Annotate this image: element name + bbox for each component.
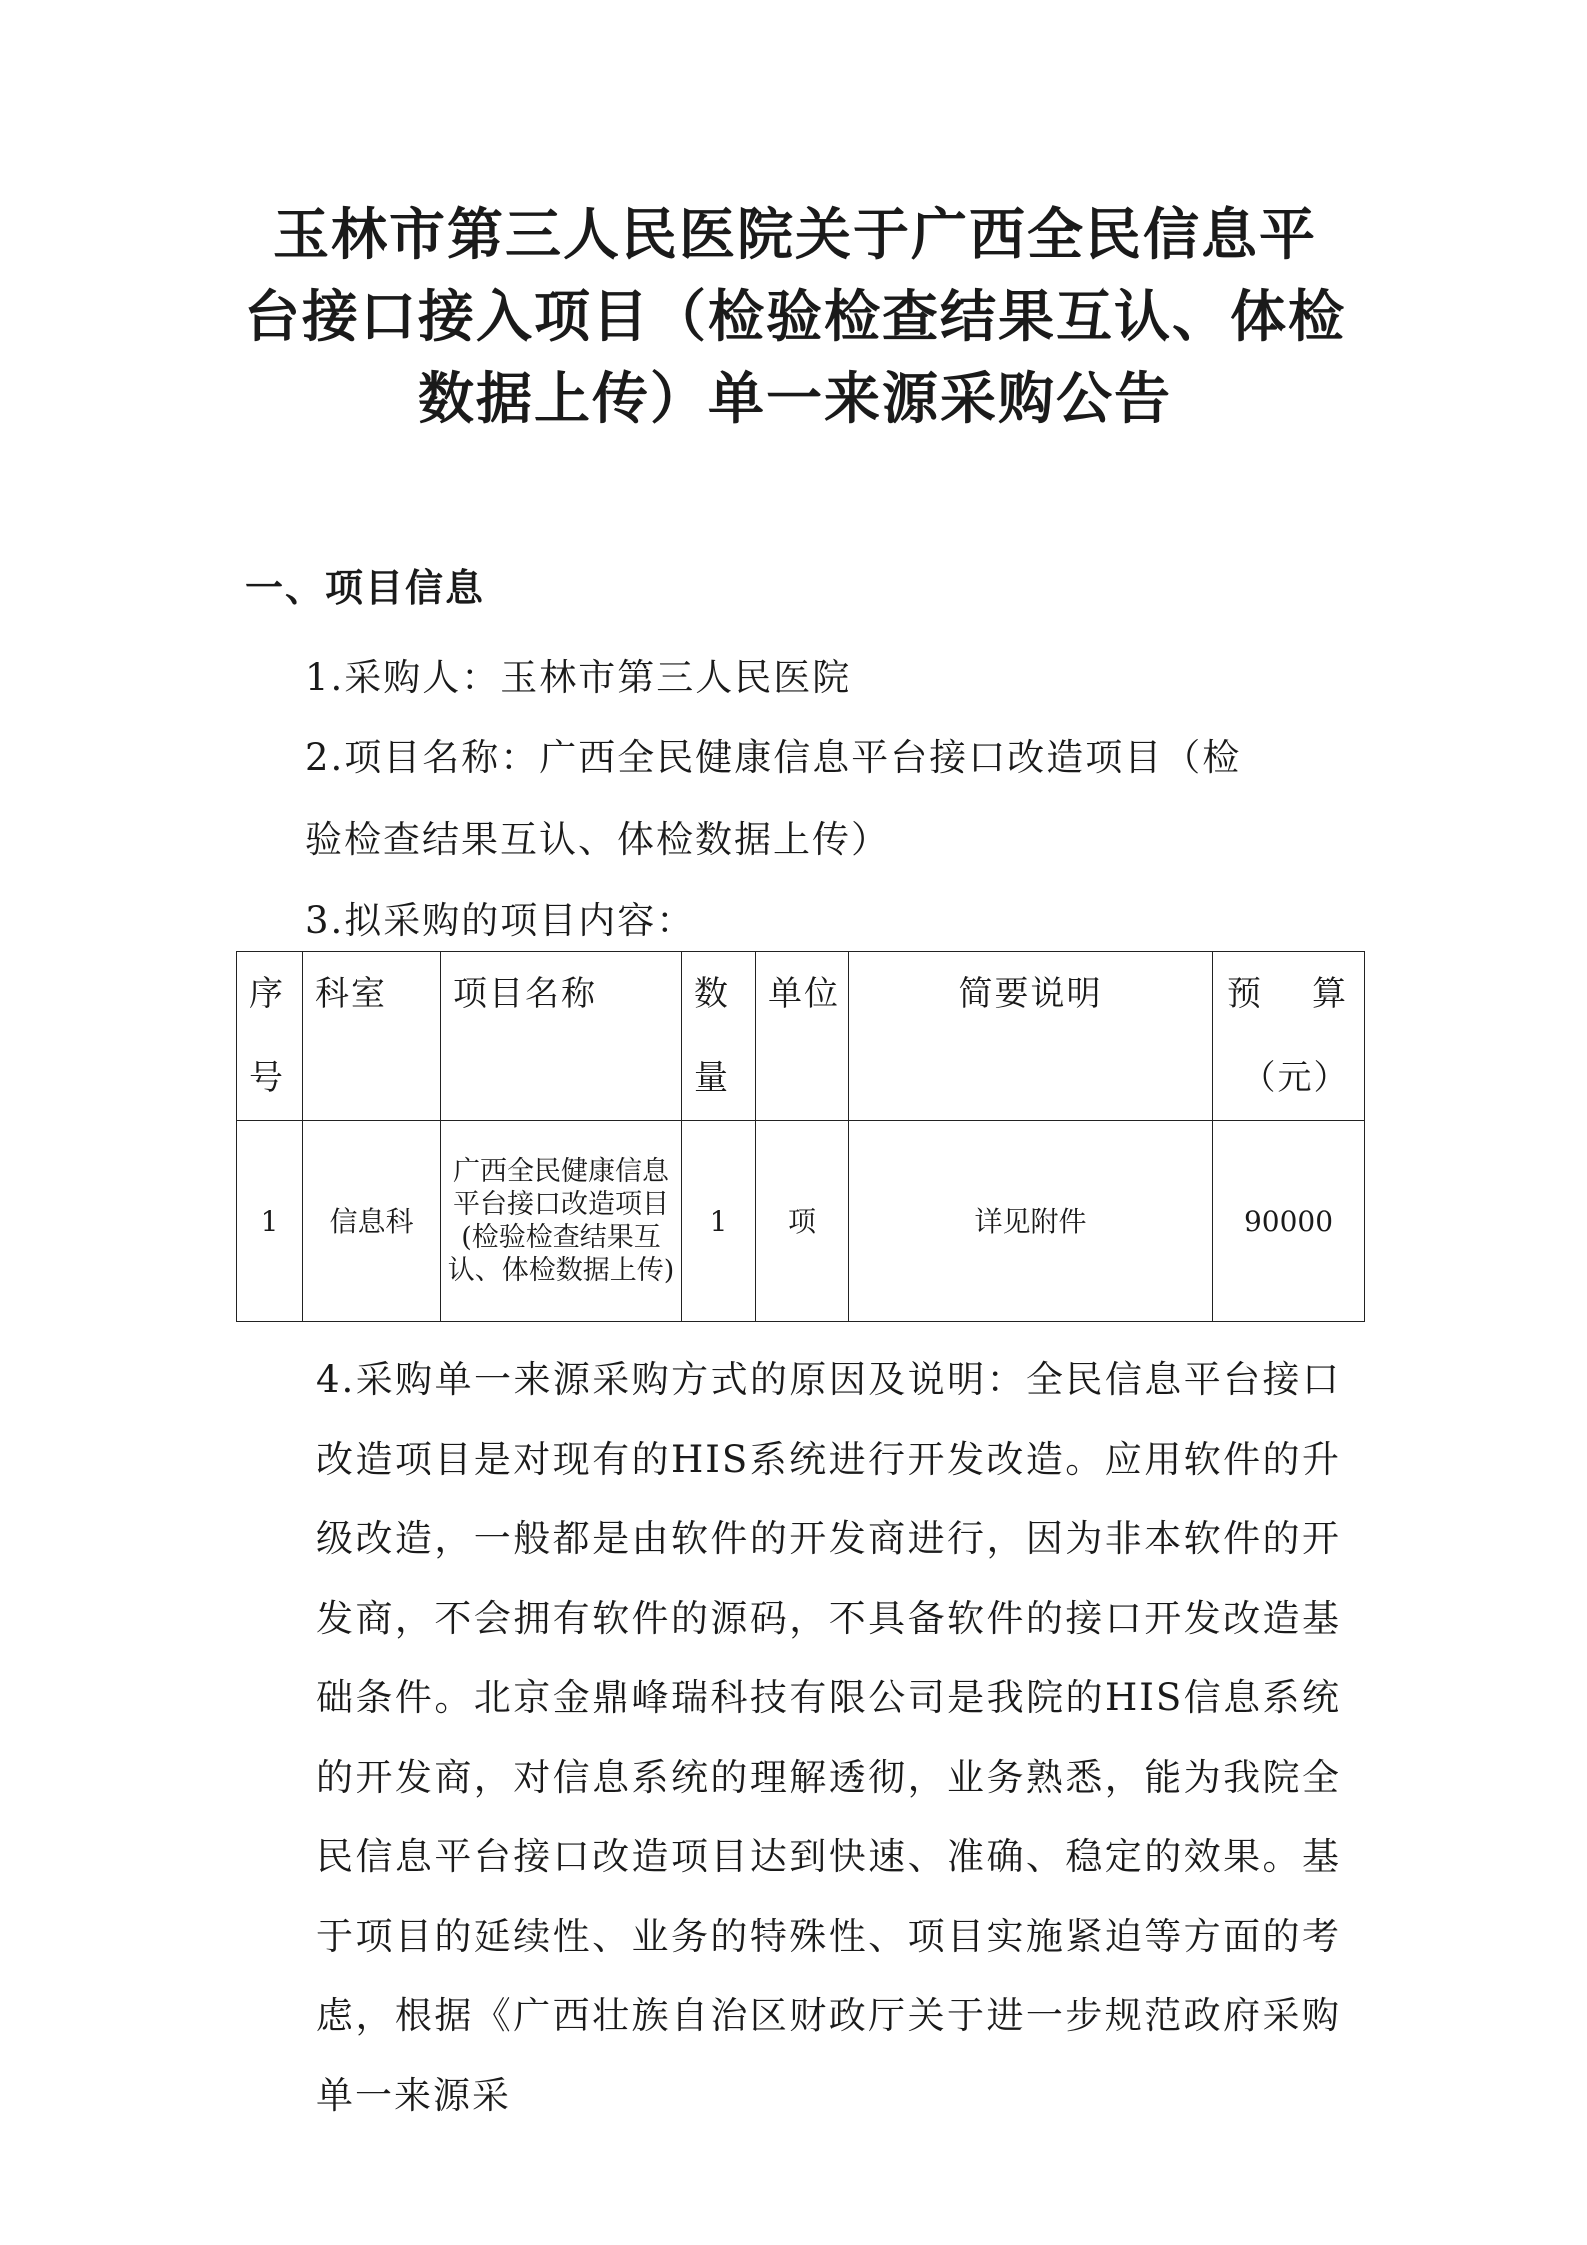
table-row: [237, 1121, 1365, 1322]
header-budget-unit: （元）: [1241, 1058, 1350, 1098]
sole-source-reason-paragraph: 4.采购单一来源采购方式的原因及说明：全民信息平台接口改造项目是对现有的HIS系统进行开发改造。应用软件的升级改造，一般都是由软件的开发商进行，因为非本软件的开发商，不会拥有软件的源码，不具备软件的接口开发改造基础条件。北京金鼎峰瑞科技有限公司是我院的HIS信息系统的开发商，对信息系统的理解透彻，业务熟悉，能为我院全民信息平台接口改造项目达到快速、准确、稳定的效果。基于项目的延续性、业务的特殊性、项目实施紧迫等方面的考虑，根据《广西壮族自治区财政厅关于进一步规范政府采购单一来源采: [316, 1358, 1341, 2117]
purchaser-line: 1.采购人：玉林市第三人民医院: [305, 656, 852, 699]
header-budget: [1213, 952, 1365, 1121]
procurement-items-table: [236, 951, 1365, 1322]
header-dept: 科室: [303, 952, 441, 1121]
content-intro-line: 3.拟采购的项目内容：: [305, 899, 696, 942]
header-unit: 单位: [756, 952, 849, 1121]
project-name-line-2: 验检查结果互认、体检数据上传）: [305, 818, 890, 861]
document-title: [200, 195, 1390, 441]
cell-qty: 1: [682, 1121, 756, 1322]
title-line-3: 数据上传）单一来源采购公告: [418, 367, 1172, 432]
cell-unit: 项: [756, 1121, 849, 1322]
title-line-2: 台接口接入项目（检验检查结果互认、体检: [244, 285, 1346, 350]
header-qty: 数量: [682, 952, 756, 1121]
section-heading-project-info: 一、项目信息: [245, 566, 486, 610]
header-no: 序号: [237, 952, 303, 1121]
header-desc: 简要说明: [849, 952, 1213, 1121]
cell-no: 1: [237, 1121, 303, 1322]
project-name-line-1: 2.项目名称：广西全民健康信息平台接口改造项目（检: [305, 736, 1242, 779]
cell-dept: 信息科: [303, 1121, 441, 1322]
title-line-1: 玉林市第三人民医院关于广西全民信息平: [273, 203, 1317, 268]
cell-budget: 90000: [1213, 1121, 1365, 1322]
cell-desc: 详见附件: [849, 1121, 1213, 1322]
header-budget-b: 算: [1312, 974, 1348, 1014]
cell-project-name: 广西全民健康信息平台接口改造项目(检验检查结果互认、体检数据上传): [441, 1121, 682, 1322]
header-budget-a: 预: [1227, 974, 1263, 1014]
table-header-row: [237, 952, 1365, 1121]
header-name: 项目名称: [441, 952, 682, 1121]
